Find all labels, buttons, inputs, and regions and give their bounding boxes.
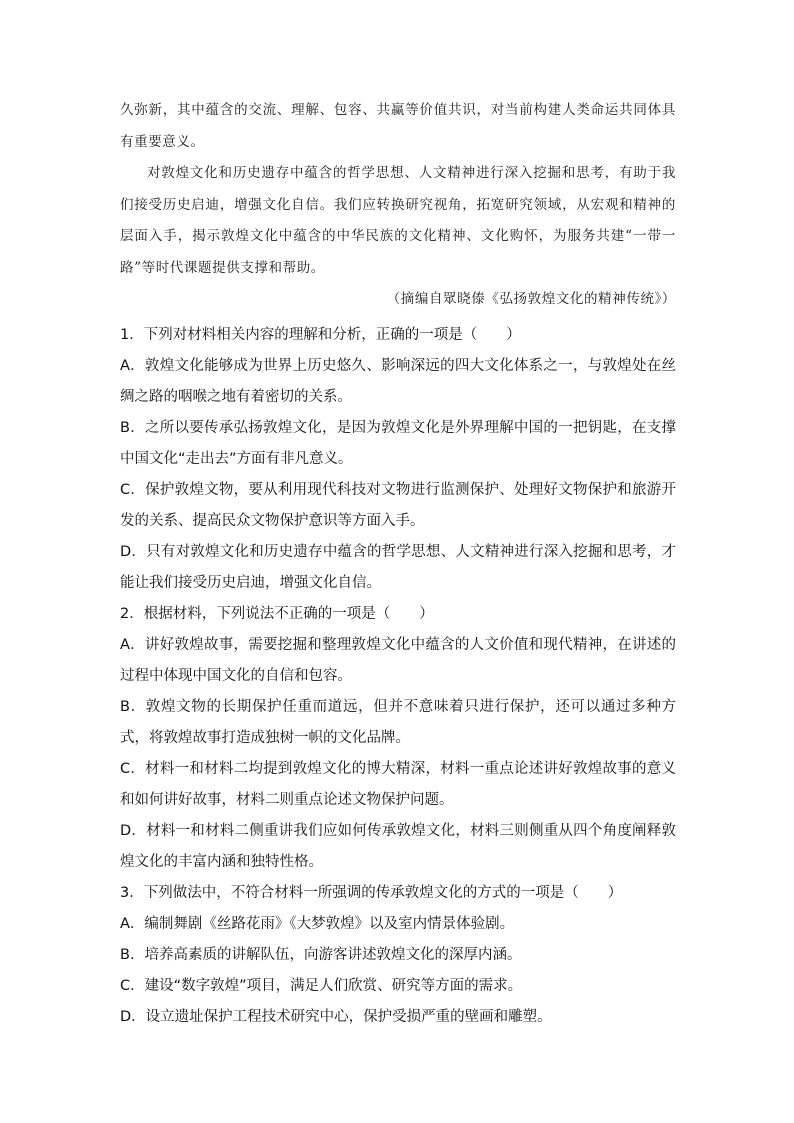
question-option: C．保护敦煌文物，要从利用现代科技对文物进行监测保护、处理好文物保护和旅游开发的关系、提高民众文物保护意识等方面入手。 bbox=[120, 482, 676, 529]
question-option: D．设立遗址保护工程技术研究中心，保护受损严重的壁画和雕塑。 bbox=[120, 1009, 552, 1025]
question-1 bbox=[120, 320, 676, 599]
reading-passage bbox=[120, 95, 676, 316]
question-stem: 2．根据材料，下列说法不正确的一项是（ ） bbox=[120, 606, 434, 622]
passage-paragraph-2: 对敦煌文化和历史遗存中蕴含的哲学思想、人文精神进行深入挖掘和思考，有助于我们接受历史启迪，增强文化自信。我们应转换研究视角，拓宽研究领域，从宏观和精神的层面入手，揭示敦煌文化中蕴含的中华民族的文化精神、文化购怀，为服务共建“一带一路”等时代课题提供支撑和帮助。 bbox=[120, 165, 676, 276]
question-option: B．培养高素质的讲解队伍，向游客讲述敦煌文化的深厚内涵。 bbox=[120, 947, 522, 963]
question-option: A．讲好敦煌故事，需要挖掘和整理敦煌文化中蕴含的人文价值和现代精神，在讲述的过程中体现中国文化的自信和包容。 bbox=[120, 637, 676, 684]
passage-paragraph-1: 久弥新，其中蕴含的交流、理解、包容、共赢等价值共识，对当前构建人类命运共同体具有重要意义。 bbox=[120, 102, 676, 150]
question-option: A．敦煌文化能够成为世界上历史悠久、影响深远的四大文化体系之一，与敦煌处在丝绸之路的咽喉之地有着密切的关系。 bbox=[120, 358, 676, 405]
question-3 bbox=[120, 878, 676, 1033]
question-2 bbox=[120, 599, 676, 878]
question-stem: 1．下列对材料相关内容的理解和分析，正确的一项是（ ） bbox=[120, 327, 521, 343]
question-option: A．编制舞剧《丝路花雨》《大梦敦煌》以及室内情景体验剧。 bbox=[120, 916, 515, 932]
question-option: C．建设“数字敦煌”项目，满足人们欣赏、研究等方面的需求。 bbox=[120, 978, 523, 994]
question-option: B．之所以要传承弘扬敦煌文化，是因为敦煌文化是外界理解中国的一把钥匙，在支撑中国文化“走出去”方面有非凡意义。 bbox=[120, 420, 676, 467]
question-option: D．只有对敦煌文化和历史遗存中蕴含的哲学思想、人文精神进行深入挖掘和思考，才能让我们接受历史启迪，增强文化自信。 bbox=[120, 544, 676, 591]
question-list bbox=[120, 320, 676, 1033]
question-option: C．材料一和材料二均提到敦煌文化的博大精深，材料一重点论述讲好敦煌故事的意义和如何讲好故事，材料二则重点论述文物保护问题。 bbox=[120, 761, 676, 808]
question-option: B．敦煌文物的长期保护任重而道远，但并不意味着只进行保护，还可以通过多种方式，将敦煌故事打造成独树一帜的文化品牌。 bbox=[120, 699, 676, 746]
question-option: D．材料一和材料二侧重讲我们应如何传承敦煌文化，材料三则侧重从四个角度阐释敦煌文化的丰富内涵和独特性格。 bbox=[120, 823, 676, 870]
question-stem: 3．下列做法中，不符合材料一所强调的传承敦煌文化的方式的一项是（ ） bbox=[120, 885, 623, 901]
passage-source: （摘编自眾晓傣《弘扬敦煌文化的精神传统》） bbox=[386, 291, 676, 307]
